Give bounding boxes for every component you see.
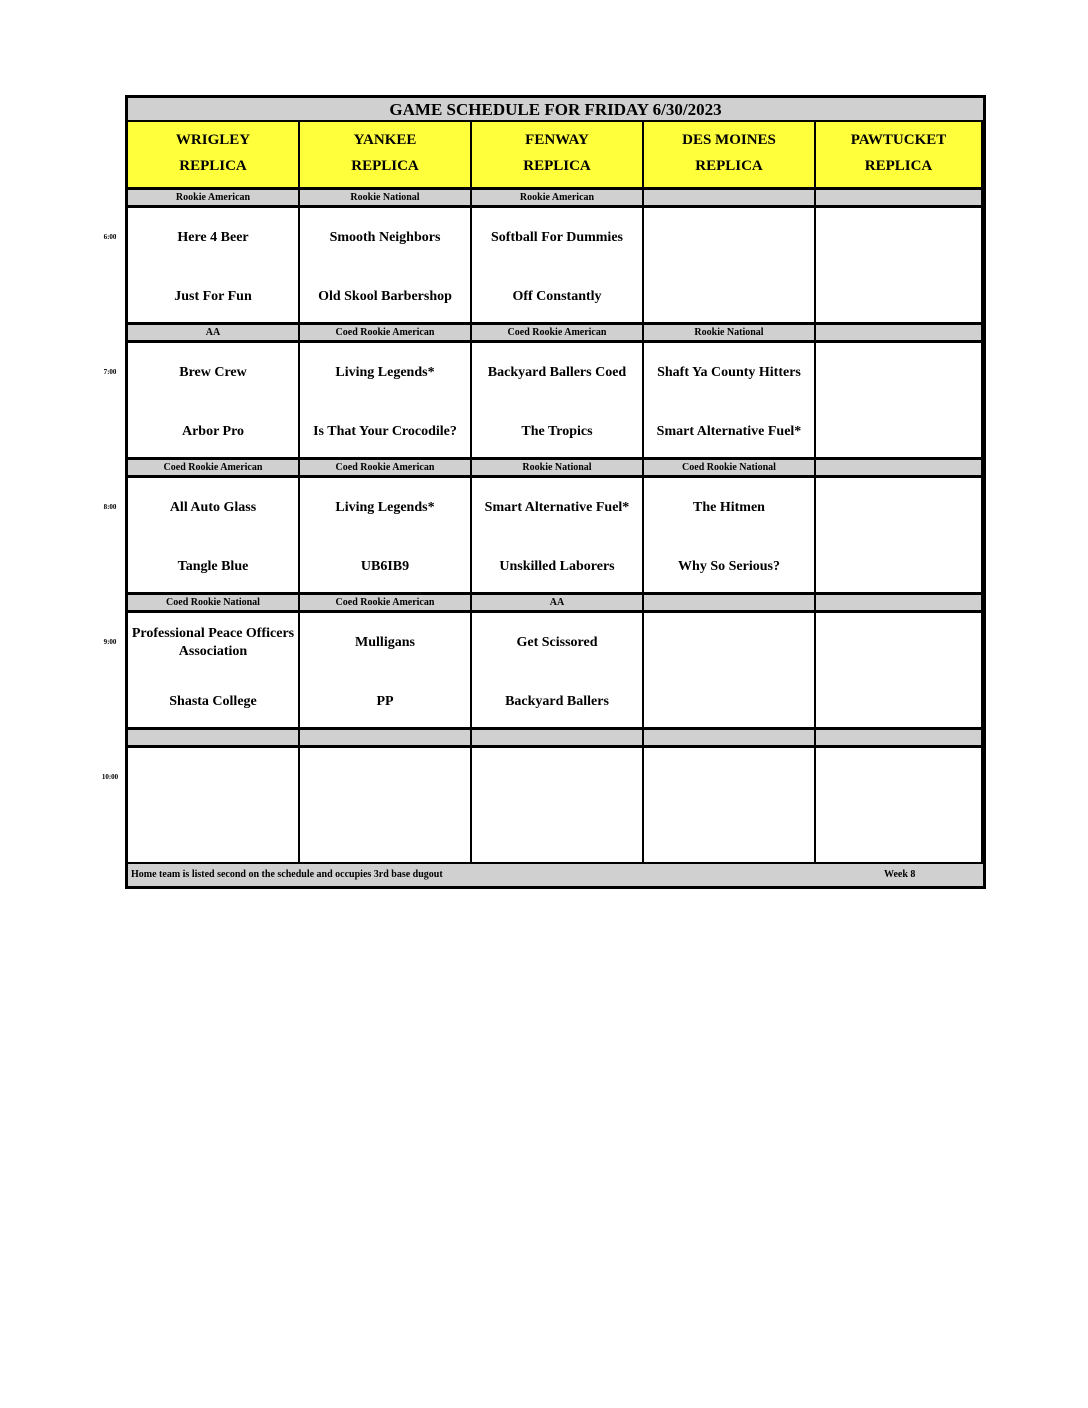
division-label: Coed Rookie American xyxy=(472,325,644,343)
game-cell xyxy=(300,748,472,865)
division-label xyxy=(816,730,983,748)
game-cell xyxy=(472,343,644,460)
game-cell xyxy=(644,208,816,325)
field-header-5 xyxy=(816,122,983,190)
division-label: Coed Rookie American xyxy=(300,595,472,613)
game-cell xyxy=(472,478,644,595)
division-label: Coed Rookie National xyxy=(128,595,300,613)
field-header-1 xyxy=(128,122,300,190)
division-label xyxy=(644,730,816,748)
division-label: Rookie National xyxy=(300,190,472,208)
field-subtitle: REPLICA xyxy=(351,158,419,174)
away-team: Softball For Dummies xyxy=(491,230,623,245)
away-team: Smooth Neighbors xyxy=(329,230,441,245)
home-team: PP xyxy=(376,694,394,709)
schedule-title: GAME SCHEDULE FOR FRIDAY 6/30/2023 xyxy=(128,98,983,122)
field-subtitle: REPLICA xyxy=(179,158,247,174)
division-label: Coed Rookie National xyxy=(644,460,816,478)
game-cell xyxy=(300,613,472,730)
game-cell xyxy=(300,208,472,325)
game-cell xyxy=(644,343,816,460)
time-slot-label: 8:00 xyxy=(103,503,117,511)
game-cell xyxy=(644,478,816,595)
field-name: DES MOINES xyxy=(682,132,776,148)
game-cell xyxy=(472,613,644,730)
home-team: Off Constantly xyxy=(512,289,602,304)
home-team: Backyard Ballers xyxy=(505,694,609,709)
away-team: Shaft Ya County Hitters xyxy=(657,365,801,380)
field-name: YANKEE xyxy=(353,132,417,148)
game-cell xyxy=(816,748,983,865)
home-team: Arbor Pro xyxy=(181,424,245,439)
game-cell xyxy=(128,613,300,730)
home-team: UB6IB9 xyxy=(360,559,410,574)
field-subtitle: REPLICA xyxy=(695,158,763,174)
game-cell xyxy=(128,478,300,595)
division-label xyxy=(816,460,983,478)
game-cell xyxy=(128,748,300,865)
division-label xyxy=(128,730,300,748)
game-cell xyxy=(128,343,300,460)
away-team: The Hitmen xyxy=(693,500,765,515)
division-label xyxy=(300,730,472,748)
time-slot-label: 10:00 xyxy=(101,773,119,781)
game-cell xyxy=(128,208,300,325)
division-label: AA xyxy=(472,595,644,613)
away-team: Professional Peace Officers Association xyxy=(131,626,295,659)
away-team: Get Scissored xyxy=(516,635,598,650)
home-team: Shasta College xyxy=(169,694,257,709)
time-slot-label: 7:00 xyxy=(103,368,117,376)
away-team: All Auto Glass xyxy=(169,500,257,515)
division-label xyxy=(816,190,983,208)
schedule-footer xyxy=(128,864,983,886)
game-cell xyxy=(816,613,983,730)
home-team: Is That Your Crocodile? xyxy=(313,424,457,439)
time-slot-label: 6:00 xyxy=(103,233,117,241)
away-team: Backyard Ballers Coed xyxy=(487,365,627,380)
division-label: Rookie American xyxy=(472,190,644,208)
week-label: Week 8 xyxy=(884,869,916,880)
away-team: Living Legends* xyxy=(335,365,435,380)
division-label xyxy=(472,730,644,748)
field-header-2 xyxy=(300,122,472,190)
away-team: Brew Crew xyxy=(179,365,247,380)
game-cell xyxy=(644,748,816,865)
home-team: Old Skool Barbershop xyxy=(318,289,452,304)
away-team: Smart Alternative Fuel* xyxy=(484,500,630,515)
home-team: Smart Alternative Fuel* xyxy=(656,424,802,439)
division-label xyxy=(816,595,983,613)
away-team: Living Legends* xyxy=(335,500,435,515)
division-label: AA xyxy=(128,325,300,343)
away-team: Mulligans xyxy=(355,635,415,650)
game-cell xyxy=(300,343,472,460)
game-cell xyxy=(300,478,472,595)
home-team: The Tropics xyxy=(521,424,593,439)
game-cell xyxy=(816,478,983,595)
division-label: Rookie National xyxy=(472,460,644,478)
division-label: Rookie National xyxy=(644,325,816,343)
field-subtitle: REPLICA xyxy=(523,158,591,174)
field-header-3 xyxy=(472,122,644,190)
time-slot-label: 9:00 xyxy=(103,638,117,646)
field-header-4 xyxy=(644,122,816,190)
home-team: Unskilled Laborers xyxy=(499,559,615,574)
away-team: Here 4 Beer xyxy=(177,230,249,245)
home-team: Just For Fun xyxy=(174,289,252,304)
division-label: Rookie American xyxy=(128,190,300,208)
division-label xyxy=(816,325,983,343)
field-name: PAWTUCKET xyxy=(850,132,947,148)
field-subtitle: REPLICA xyxy=(864,158,933,174)
game-cell xyxy=(472,208,644,325)
field-name: FENWAY xyxy=(525,132,589,148)
schedule-table xyxy=(125,95,986,889)
home-team: Why So Serious? xyxy=(678,559,780,574)
home-team-note: Home team is listed second on the schedule and occupies 3rd base dugout xyxy=(131,869,443,880)
division-label: Coed Rookie American xyxy=(128,460,300,478)
division-label: Coed Rookie American xyxy=(300,325,472,343)
game-cell xyxy=(644,613,816,730)
division-label: Coed Rookie American xyxy=(300,460,472,478)
division-label xyxy=(644,190,816,208)
field-name: WRIGLEY xyxy=(175,132,251,148)
division-label xyxy=(644,595,816,613)
home-team: Tangle Blue xyxy=(177,559,249,574)
game-cell xyxy=(816,208,983,325)
game-cell xyxy=(816,343,983,460)
game-cell xyxy=(472,748,644,865)
